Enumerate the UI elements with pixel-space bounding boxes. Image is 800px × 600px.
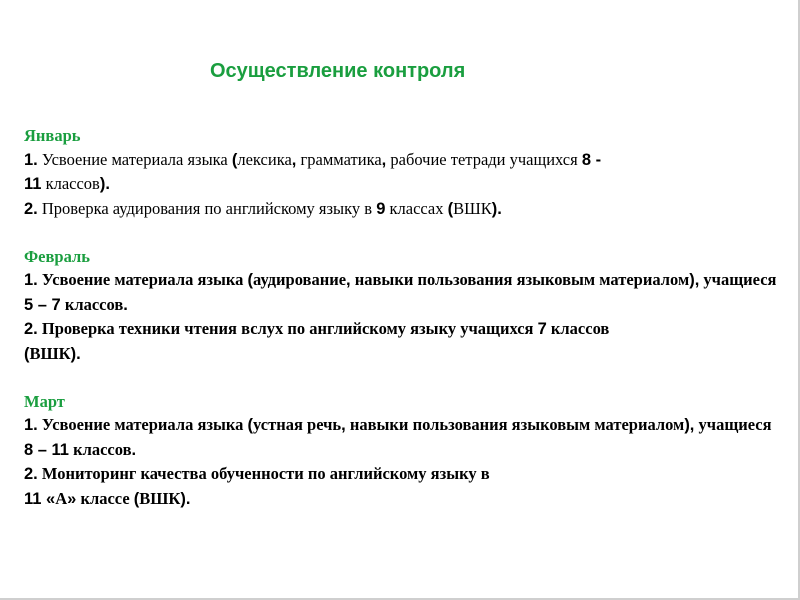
item-text: Проверка техники чтения вслух по английскому языку учащихся bbox=[41, 319, 538, 338]
item-text: ВШК bbox=[139, 488, 181, 508]
list-item bbox=[24, 462, 780, 511]
item-number: 1. bbox=[24, 271, 38, 289]
item-text: аудирование bbox=[253, 270, 347, 289]
item-text: грамматика bbox=[296, 149, 382, 169]
item-punct: , bbox=[291, 150, 297, 169]
item-punct: . bbox=[131, 440, 137, 459]
month-heading: Январь bbox=[24, 126, 81, 145]
item-text: Усвоение материала языка bbox=[41, 270, 248, 289]
item-number: 5 – 7 bbox=[24, 295, 61, 314]
list-item bbox=[24, 413, 780, 462]
month-block-january bbox=[24, 124, 780, 221]
item-text: устная речь bbox=[253, 415, 342, 434]
item-punct: ). bbox=[70, 344, 81, 363]
item-number: 1. bbox=[24, 150, 38, 169]
item-punct: ). bbox=[180, 489, 191, 508]
item-punct: ). bbox=[99, 175, 110, 193]
item-number: 2. bbox=[24, 465, 38, 483]
item-punct: . bbox=[123, 295, 128, 314]
item-punct: ( bbox=[231, 150, 238, 169]
item-number: 8 - bbox=[581, 150, 602, 169]
item-number: 2. bbox=[24, 320, 38, 338]
slide-title: Осуществление контроля bbox=[210, 60, 466, 82]
item-punct: ), bbox=[684, 416, 695, 434]
item-number: 9 bbox=[376, 199, 386, 218]
schedule-content bbox=[24, 124, 780, 535]
item-text: классах bbox=[385, 198, 448, 218]
item-punct: , bbox=[381, 150, 387, 169]
item-text: ВШК bbox=[29, 343, 71, 363]
month-block-february bbox=[24, 245, 780, 367]
month-heading: Февраль bbox=[24, 246, 90, 266]
item-punct: ), bbox=[689, 271, 700, 289]
month-block-march bbox=[24, 390, 780, 512]
list-item bbox=[24, 268, 780, 317]
item-text: Мониторинг качества обученности по английскому языку в bbox=[41, 464, 490, 483]
item-number: 1. bbox=[24, 416, 38, 434]
item-text: А bbox=[55, 488, 68, 508]
item-text: Усвоение материала языка bbox=[41, 149, 232, 169]
item-number: 8 – 11 bbox=[24, 440, 69, 459]
item-text: навыки пользования языковым материалом bbox=[350, 270, 690, 289]
item-punct: ( bbox=[247, 416, 254, 434]
item-punct: , bbox=[341, 416, 346, 434]
item-punct: ( bbox=[447, 199, 454, 218]
list-item bbox=[24, 317, 780, 366]
item-text: Усвоение материала языка bbox=[41, 415, 248, 434]
item-number: 7 bbox=[537, 320, 547, 338]
item-text: рабочие тетради учащихся bbox=[386, 149, 582, 169]
item-text: навыки пользования языковым материалом bbox=[345, 415, 685, 434]
item-punct: ( bbox=[133, 489, 140, 508]
item-punct: » bbox=[67, 489, 77, 508]
item-text: классе bbox=[76, 488, 134, 508]
item-text: лексика bbox=[237, 149, 292, 169]
item-text: классов bbox=[68, 439, 132, 459]
item-text: классов bbox=[41, 174, 100, 193]
item-number: 11 bbox=[24, 175, 42, 193]
item-number: 2. bbox=[24, 199, 38, 218]
item-text: Проверка аудирования по английскому языку в bbox=[41, 198, 377, 218]
item-punct: ). bbox=[491, 199, 502, 218]
item-punct: , bbox=[346, 271, 351, 289]
item-text: ВШК bbox=[453, 198, 492, 218]
item-punct: ( bbox=[24, 344, 30, 363]
month-heading: Март bbox=[24, 391, 65, 411]
list-item bbox=[24, 197, 780, 222]
item-punct: ( bbox=[247, 271, 254, 289]
item-text: учащиеся bbox=[699, 270, 777, 289]
item-text: классов bbox=[546, 319, 610, 338]
list-item bbox=[24, 148, 780, 197]
item-text: классов bbox=[60, 294, 124, 314]
item-text: учащиеся bbox=[694, 415, 772, 434]
item-number: 11 « bbox=[24, 489, 56, 508]
